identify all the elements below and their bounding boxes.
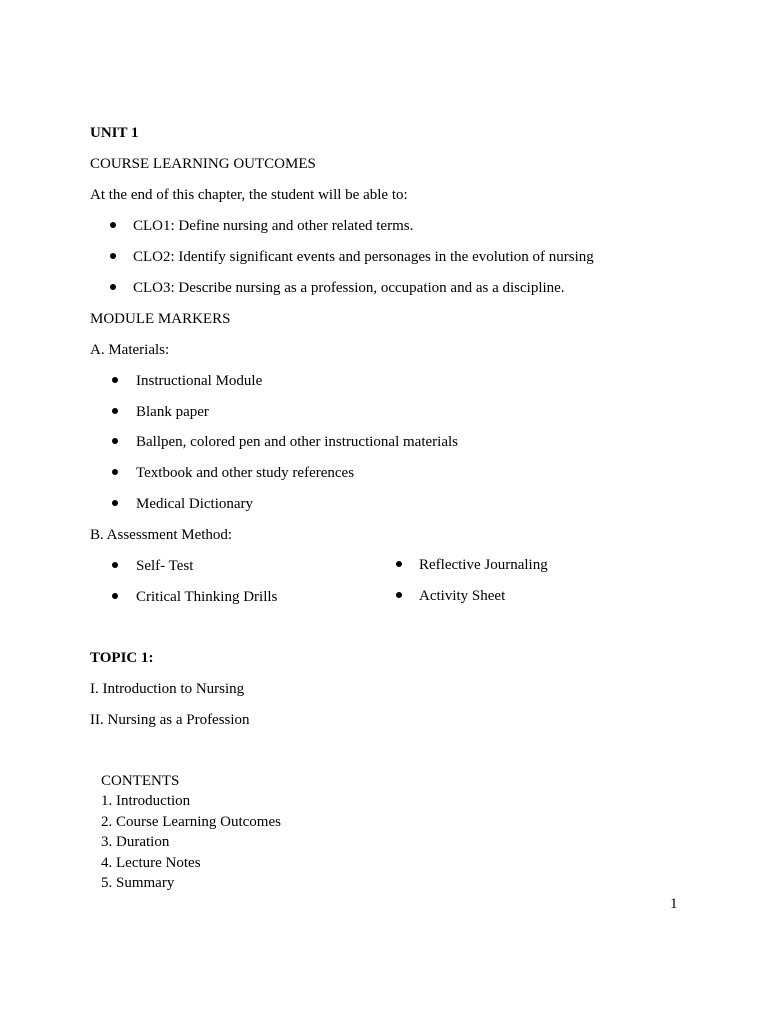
- topic-item-2: II. Nursing as a Profession: [90, 712, 250, 728]
- bullet-icon: [110, 284, 116, 290]
- assessment-item-critical-thinking: Critical Thinking Drills: [136, 589, 278, 605]
- bullet-icon: [396, 592, 402, 598]
- assessment-item-activity-sheet: Activity Sheet: [419, 588, 506, 604]
- clo-item-3: CLO3: Describe nursing as a profession, occupation and as a discipline.: [133, 280, 565, 296]
- page-number: 1: [670, 896, 678, 912]
- bullet-icon: [110, 222, 116, 228]
- contents-item-2: 2. Course Learning Outcomes: [101, 814, 281, 830]
- contents-item-3: 3. Duration: [101, 834, 170, 850]
- bullet-icon: [396, 561, 402, 567]
- bullet-icon: [112, 593, 118, 599]
- clo-item-1: CLO1: Define nursing and other related terms.: [133, 218, 414, 234]
- material-item-2: Blank paper: [136, 404, 209, 420]
- topic-item-1: I. Introduction to Nursing: [90, 681, 245, 697]
- bullet-icon: [112, 500, 118, 506]
- materials-heading: A. Materials:: [90, 342, 170, 358]
- contents-heading: CONTENTS: [101, 773, 180, 789]
- material-item-3: Ballpen, colored pen and other instructional materials: [136, 434, 458, 450]
- assessment-heading: B. Assessment Method:: [90, 527, 233, 543]
- material-item-5: Medical Dictionary: [136, 496, 254, 512]
- clo-intro: At the end of this chapter, the student will be able to:: [90, 187, 408, 203]
- clo-item-2: CLO2: Identify significant events and personages in the evolution of nursing: [133, 249, 594, 265]
- bullet-icon: [112, 377, 118, 383]
- unit-title: UNIT 1: [90, 125, 139, 141]
- bullet-icon: [112, 469, 118, 475]
- topic-title: TOPIC 1:: [90, 650, 154, 666]
- bullet-icon: [110, 253, 116, 259]
- contents-item-5: 5. Summary: [101, 875, 175, 891]
- contents-item-4: 4. Lecture Notes: [101, 855, 201, 871]
- assessment-item-reflective-journaling: Reflective Journaling: [419, 557, 548, 573]
- bullet-icon: [112, 408, 118, 414]
- material-item-1: Instructional Module: [136, 373, 263, 389]
- assessment-item-self-test: Self- Test: [136, 558, 194, 574]
- contents-item-1: 1. Introduction: [101, 793, 191, 809]
- bullet-icon: [112, 562, 118, 568]
- clo-heading: COURSE LEARNING OUTCOMES: [90, 156, 316, 172]
- material-item-4: Textbook and other study references: [136, 465, 355, 481]
- module-markers-heading: MODULE MARKERS: [90, 311, 231, 327]
- bullet-icon: [112, 438, 118, 444]
